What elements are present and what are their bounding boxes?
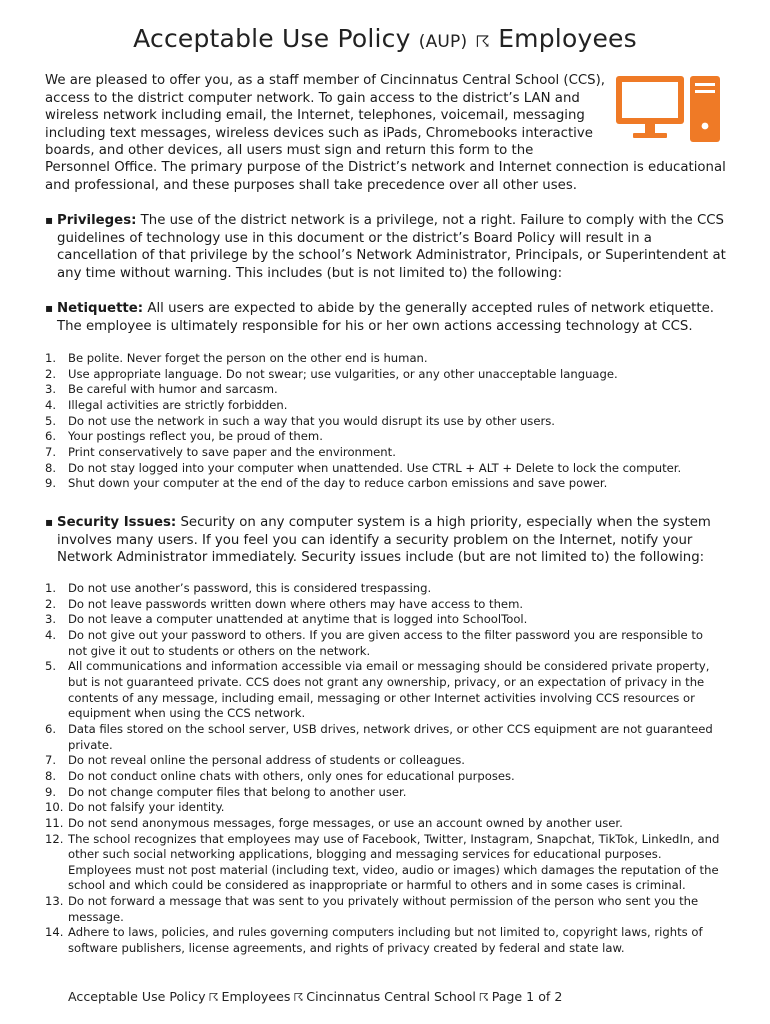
- title-abbr: (AUP): [418, 32, 468, 52]
- item-text: Be careful with humor and sarcasm.: [68, 382, 278, 397]
- item-number: 5.: [45, 659, 57, 674]
- item-text: The school recognizes that employees may use of Facebook, Twitter, Instagram, Snapchat, TikTok, LinkedIn, and other such social networking applications, blogging and messaging services for educational purposes. Employees must not post material (including text, video, audio or images) which damages the reputation of the school and which could be considered as inappropriate or harmful to others and in some cases is criminal.: [68, 831, 720, 893]
- item-text: Print conservatively to save paper and the environment.: [68, 444, 396, 459]
- security-list: [45, 581, 725, 957]
- privileges-body: [57, 212, 735, 282]
- item-text: Do not falsify your identity.: [68, 800, 225, 815]
- list-item: [45, 476, 725, 492]
- item-number: 1.: [45, 581, 57, 595]
- item-number: 8.: [45, 460, 57, 475]
- bullet-icon: ▪: [45, 213, 54, 227]
- netiquette-section: [45, 300, 735, 335]
- footer-separator-icon: ☈: [208, 991, 219, 1004]
- list-item: [45, 769, 725, 785]
- item-text: Do not forward a message that was sent to you privately without permission of the person who sent you the message.: [68, 894, 699, 924]
- item-number: 14.: [45, 925, 64, 940]
- item-text: Do not change computer files that belong to another user.: [68, 784, 407, 799]
- bullet-icon: ▪: [45, 301, 54, 315]
- list-item: [45, 612, 725, 628]
- item-number: 11.: [45, 815, 64, 830]
- footer-title: Acceptable Use Policy: [68, 989, 206, 1004]
- item-text: Do not send anonymous messages, forge messages, or use an account owned by another user.: [68, 815, 623, 830]
- item-number: 4.: [45, 397, 57, 412]
- list-item: [45, 753, 725, 769]
- item-text: Adhere to laws, policies, and rules governing computers including but not limited to, copyright laws, rights of software publishers, license agreements, and rights of privacy created by federal and state law.: [68, 925, 703, 956]
- item-text: All communications and information accessible via email or messaging should be considered private property, but is not guaranteed private. CCS does not grant any ownership, privacy, or an expectation of privacy in the contents of any message, including email, messaging or other Internet activities involving CCS resources or equipment when using the CCS network.: [68, 659, 710, 721]
- page-title: [0, 24, 770, 53]
- item-text: Data files stored on the school server, USB drives, network drives, or other CCS equipment are not guaranteed private.: [68, 721, 713, 752]
- list-item: [45, 414, 725, 430]
- item-text: Use appropriate language. Do not swear; use vulgarities, or any other unacceptable language.: [68, 366, 618, 381]
- item-number: 13.: [45, 894, 64, 909]
- netiquette-list: [45, 351, 725, 492]
- intro-paragraph: We are pleased to offer you, as a staff member of Cincinnatus Central School (CCS), access to the district computer network. To gain access to the district’s LAN and wireless network including email, the Internet, telephones, voicemail, messaging including text messages, wireless devices such as iPads, Chromebooks interactive boards, and other devices, all users must sign and return this form to the: [45, 73, 606, 159]
- netiquette-body: [57, 300, 735, 335]
- list-item: [45, 382, 725, 398]
- item-number: 7.: [45, 444, 57, 459]
- list-item: [45, 800, 725, 816]
- item-number: 3.: [45, 612, 57, 627]
- item-text: Do not leave passwords written down where others may have access to them.: [68, 596, 524, 611]
- item-number: 9.: [45, 784, 57, 799]
- footer-separator-icon: ☈: [478, 991, 489, 1004]
- list-item: [45, 429, 725, 445]
- computer-icon: [614, 74, 722, 144]
- item-number: 6.: [45, 429, 57, 444]
- security-section: [45, 514, 735, 567]
- item-number: 5.: [45, 413, 57, 428]
- item-number: 12.: [45, 831, 64, 846]
- list-item: [45, 816, 725, 832]
- item-number: 4.: [45, 627, 57, 642]
- page-footer: [68, 989, 562, 1004]
- item-text: Shut down your computer at the end of the day to reduce carbon emissions and save power.: [68, 476, 608, 491]
- security-text: Security on any computer system is a high priority, especially when the system involves many users. If you feel you can identify a security problem on the Internet, notify your Network Administrator immediately. Security issues include (but are not limited to) the following:: [57, 515, 711, 566]
- netiquette-label: Netiquette:: [57, 301, 144, 316]
- list-item: [45, 722, 725, 753]
- item-number: 9.: [45, 476, 57, 491]
- item-text: Do not give out your password to others. If you are given access to the filter password you are responsible to not give it out to students or others on the network.: [68, 627, 704, 658]
- list-item: [45, 785, 725, 801]
- title-main: Acceptable Use Policy: [133, 24, 411, 53]
- list-item: [45, 398, 725, 414]
- item-number: 3.: [45, 382, 57, 397]
- privileges-section: [45, 212, 735, 282]
- item-text: Illegal activities are strictly forbidden.: [68, 397, 288, 412]
- item-text: Do not stay logged into your computer when unattended. Use CTRL + ALT + Delete to lock the computer.: [68, 460, 682, 475]
- intro-paragraph-tail: Personnel Office. The primary purpose of the District’s network and Internet connection is educational and professional, and these purposes shall take precedence over all other uses.: [45, 160, 726, 193]
- item-text: Your postings reflect you, be proud of them.: [68, 429, 323, 444]
- item-number: 7.: [45, 753, 57, 768]
- title-separator-icon: ☈: [475, 32, 491, 51]
- footer-separator-icon: ☈: [293, 991, 304, 1004]
- security-label: Security Issues:: [57, 515, 177, 530]
- list-item: [45, 445, 725, 461]
- item-text: Do not use the network in such a way that you would disrupt its use by other users.: [68, 413, 555, 428]
- list-item: [45, 832, 725, 895]
- item-text: Do not conduct online chats with others, only ones for educational purposes.: [68, 768, 515, 783]
- privileges-label: Privileges:: [57, 213, 137, 228]
- footer-school: Cincinnatus Central School: [306, 989, 476, 1004]
- list-item: [45, 351, 725, 367]
- item-text: Do not reveal online the personal address of students or colleagues.: [68, 753, 465, 768]
- list-item: [45, 925, 725, 956]
- security-body: [57, 514, 735, 567]
- item-text: Be polite. Never forget the person on the other end is human.: [68, 351, 428, 365]
- title-audience: Employees: [498, 24, 637, 53]
- item-number: 8.: [45, 768, 57, 783]
- list-item: [45, 628, 725, 659]
- item-number: 1.: [45, 351, 57, 365]
- privileges-text: The use of the district network is a privilege, not a right. Failure to comply with the CCS guidelines of technology use in this document or the district’s Board Policy will result in a cancellation of that privilege by the school’s Network Administrator, Principals, or Superintendent at any time without warning. This includes (but is not limited to) the following:: [57, 213, 726, 281]
- list-item: [45, 894, 725, 925]
- list-item: [45, 659, 725, 722]
- netiquette-text: All users are expected to abide by the generally accepted rules of network etiquette. The employee is ultimately responsible for his or her own actions accessing technology at CCS.: [57, 301, 714, 334]
- item-number: 10.: [45, 800, 64, 815]
- footer-page-number: Page 1 of 2: [491, 989, 563, 1004]
- list-item: [45, 367, 725, 383]
- item-number: 2.: [45, 366, 57, 381]
- list-item: [45, 581, 725, 597]
- list-item: [45, 597, 725, 613]
- footer-audience: Employees: [221, 989, 291, 1004]
- list-item: [45, 461, 725, 477]
- item-text: Do not use another’s password, this is considered trespassing.: [68, 581, 432, 595]
- item-number: 2.: [45, 596, 57, 611]
- item-number: 6.: [45, 721, 57, 736]
- item-text: Do not leave a computer unattended at anytime that is logged into SchoolTool.: [68, 612, 528, 627]
- bullet-icon: ▪: [45, 515, 54, 529]
